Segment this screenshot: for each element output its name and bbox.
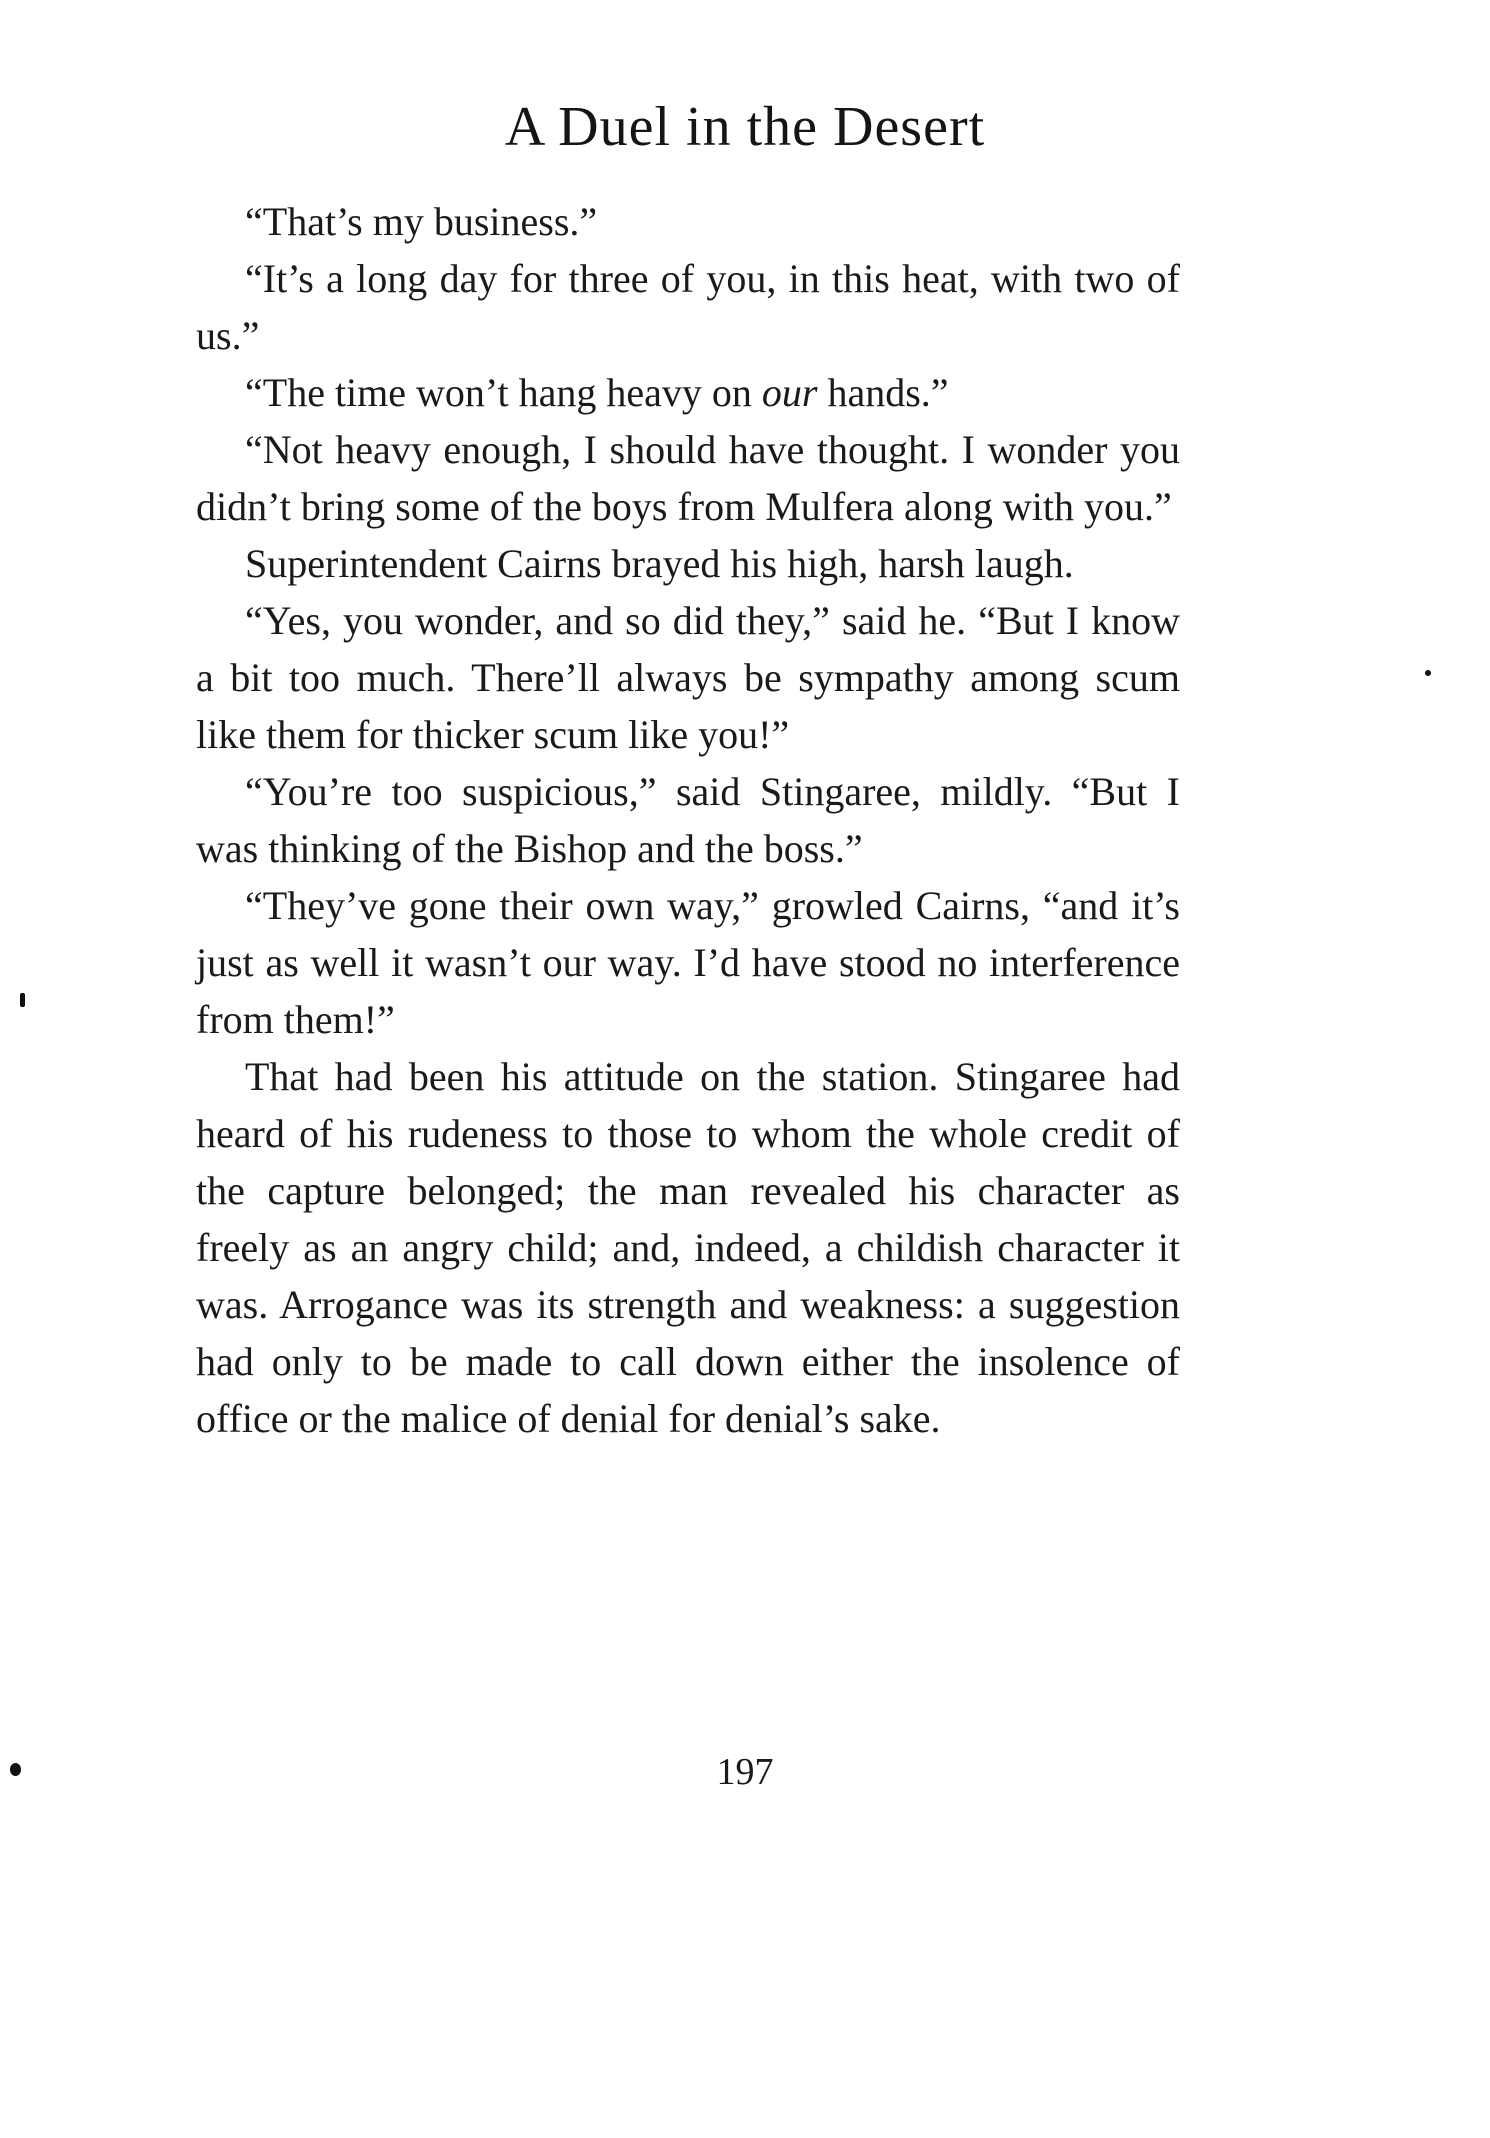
- paragraph: That had been his attitude on the station. Stingaree had heard of his rudeness to those to whom the whole credit of the capture belonged; the man revealed his character as freely as an angry child; and, indeed, a childish character it was. Arrogance was its strength and weakness: a suggestion had only to be made to call down either the insolence of office or the malice of denial for denial’s sake.: [196, 1054, 1180, 1441]
- paragraph: “They’ve gone their own way,” growled Cairns, “and it’s just as well it wasn’t our way. I’d have stood no interference from them!”: [196, 883, 1180, 1042]
- paragraph: “The time won’t hang heavy on our hands.”: [245, 370, 949, 415]
- paragraph: “You’re too suspicious,” said Stingaree, mildly. “But I was thinking of the Bishop and the boss.”: [196, 769, 1180, 871]
- paragraph: “It’s a long day for three of you, in this heat, with two of us.”: [196, 256, 1180, 358]
- paragraph: “Not heavy enough, I should have thought. I wonder you didn’t bring some of the boys from Mulfera along with you.”: [196, 427, 1180, 529]
- scan-speck: [20, 993, 25, 1007]
- running-head: A Duel in the Desert: [504, 96, 986, 158]
- scan-speck: [1425, 670, 1431, 676]
- paragraph: “That’s my business.”: [245, 199, 598, 244]
- emphasis: our: [761, 370, 818, 415]
- page-number: 197: [716, 1751, 774, 1793]
- body-text: [196, 193, 1180, 1447]
- paragraph: “Yes, you wonder, and so did they,” said he. “But I know a bit too much. There’ll always be sympathy among scum like them for thicker scum like you!”: [196, 598, 1180, 757]
- paragraph: Superintendent Cairns brayed his high, harsh laugh.: [245, 541, 1074, 586]
- scan-speck: [10, 1763, 21, 1776]
